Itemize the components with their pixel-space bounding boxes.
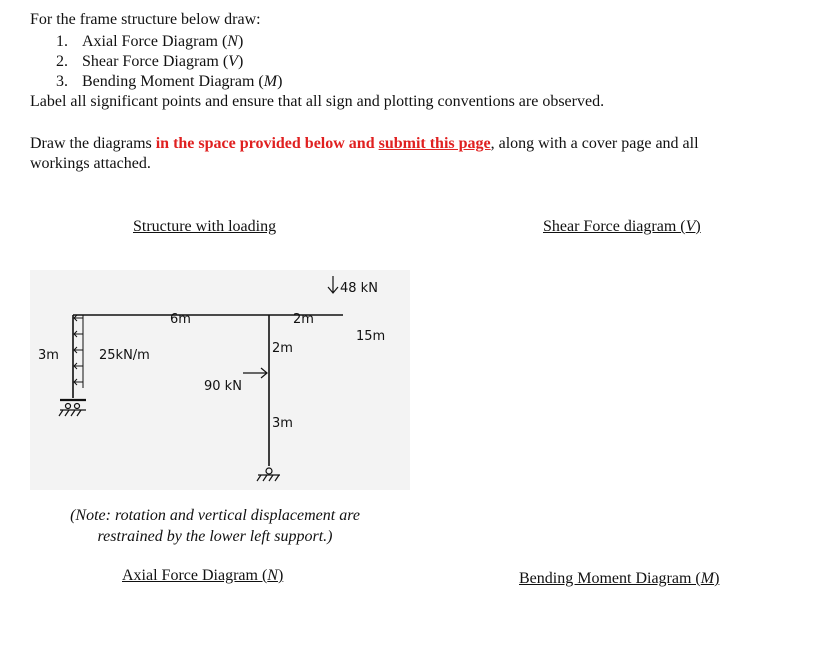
frame-structure-diagram bbox=[30, 270, 410, 490]
task-list bbox=[56, 32, 282, 92]
label-point-load: 48 kN bbox=[340, 281, 378, 296]
axial-heading: Axial Force Diagram (N) bbox=[122, 567, 284, 584]
task-item-moment: 3. Bending Moment Diagram (M) bbox=[56, 73, 283, 90]
label-instruction: Label all significant points and ensure that all sign and plotting conventions are observed. bbox=[30, 93, 605, 110]
label-span-6m: 6m bbox=[170, 312, 191, 327]
structure-heading: Structure with loading bbox=[133, 218, 277, 235]
label-span-2m-top: 2m bbox=[293, 312, 314, 327]
task-item-axial: 1. Axial Force Diagram (N) bbox=[56, 33, 244, 50]
support-note: (Note: rotation and vertical displacement are restrained by the lower left support.) bbox=[70, 507, 360, 545]
draw-instruction-line2: workings attached. bbox=[30, 155, 151, 172]
label-left-height: 3m bbox=[38, 348, 59, 363]
bending-heading: Bending Moment Diagram (M) bbox=[519, 570, 720, 587]
label-span-15m: 15m bbox=[356, 329, 386, 344]
label-dist-load: 25kN/m bbox=[99, 348, 150, 363]
label-right-3m: 3m bbox=[272, 416, 293, 431]
draw-instruction: Draw the diagrams in the space provided below and submit this page, along with a cover page and all bbox=[30, 135, 699, 152]
label-right-2m: 2m bbox=[272, 341, 293, 356]
shear-heading: Shear Force diagram (V) bbox=[543, 218, 701, 235]
task-item-shear: 2. Shear Force Diagram (V) bbox=[56, 53, 244, 70]
label-horizontal-load: 90 kN bbox=[204, 379, 242, 394]
intro-text: For the frame structure below draw: bbox=[30, 11, 261, 28]
